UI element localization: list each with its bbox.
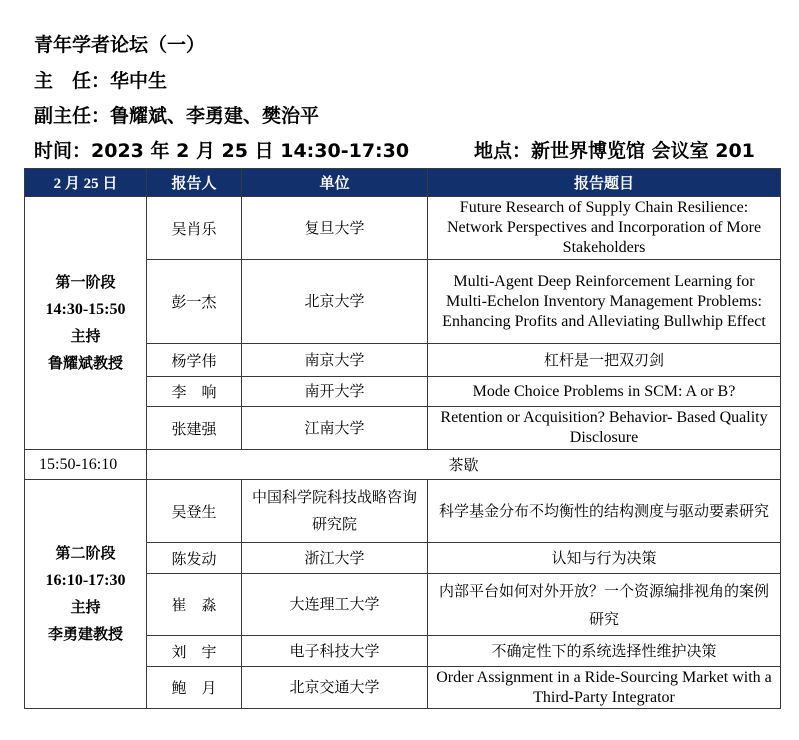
forum-title: 青年学者论坛（一） — [34, 34, 206, 56]
speaker-unit: 浙江大学 — [242, 543, 428, 574]
chair-line: 主 任：华中生 — [34, 70, 168, 92]
speaker-name: 崔 淼 — [147, 574, 242, 636]
session1-host: 鲁耀斌教授 — [47, 354, 123, 372]
column-header-speaker: 报告人 — [147, 169, 242, 197]
speaker-name: 张建强 — [147, 407, 242, 450]
speaker-unit: 南开大学 — [242, 377, 428, 407]
session1-label: 第一阶段 — [55, 273, 116, 291]
column-header-date: 2 月 25 日 — [25, 169, 147, 197]
schedule-table — [24, 168, 781, 709]
speaker-name: 吴登生 — [147, 480, 242, 543]
speaker-unit: 电子科技大学 — [242, 636, 428, 667]
session2-time: 16:10-17:30 — [45, 572, 126, 589]
speaker-name: 李 响 — [147, 377, 242, 407]
session1-time: 14:30-15:50 — [45, 301, 126, 318]
speaker-unit: 北京大学 — [242, 260, 428, 344]
session1-host-label: 主持 — [70, 327, 101, 345]
speaker-name: 彭一杰 — [147, 260, 242, 344]
speaker-name: 鲍 月 — [147, 667, 242, 709]
talk-title: Mode Choice Problems in SCM: A or B? — [428, 377, 781, 407]
break-row — [25, 450, 781, 480]
talk-title: Multi-Agent Deep Reinforcement Learning for Multi-Echelon Inventory Management Problems: Enhancing Profits and Alleviating Bullwhip Effect — [428, 260, 781, 344]
speaker-unit: 江南大学 — [242, 407, 428, 450]
table-row — [25, 480, 781, 543]
speaker-unit: 大连理工大学 — [242, 574, 428, 636]
talk-title: Order Assignment in a Ride-Sourcing Market with a Third-Party Integrator — [428, 667, 781, 709]
break-label: 茶歇 — [147, 450, 781, 480]
session2-cell — [25, 480, 147, 709]
speaker-unit: 复旦大学 — [242, 197, 428, 260]
session2-label: 第二阶段 — [55, 544, 116, 562]
table-header-row — [25, 169, 781, 197]
session2-host: 李勇建教授 — [47, 625, 123, 643]
vice-chairs-line: 副主任：鲁耀斌、李勇建、樊治平 — [34, 105, 320, 127]
speaker-name: 刘 宇 — [147, 636, 242, 667]
talk-title: 杠杆是一把双刃剑 — [428, 344, 781, 377]
speaker-unit: 北京交通大学 — [242, 667, 428, 709]
speaker-name: 吴肖乐 — [147, 197, 242, 260]
speaker-name: 杨学伟 — [147, 344, 242, 377]
break-time: 15:50-16:10 — [25, 450, 147, 480]
speaker-unit: 中国科学院科技战略咨询研究院 — [242, 480, 428, 543]
table-row — [25, 197, 781, 260]
speaker-unit: 南京大学 — [242, 344, 428, 377]
talk-title: 内部平台如何对外开放？一个资源编排视角的案例研究 — [428, 574, 781, 636]
talk-title: Future Research of Supply Chain Resilience: Network Perspectives and Incorporation of More Stakeholders — [428, 197, 781, 260]
column-header-unit: 单位 — [242, 169, 428, 197]
time-line: 时间：2023 年 2 月 25 日 14:30-17:30 — [34, 140, 410, 162]
speaker-name: 陈发动 — [147, 543, 242, 574]
talk-title: Retention or Acquisition? Behavior- Based Quality Disclosure — [428, 407, 781, 450]
session1-cell — [25, 197, 147, 450]
talk-title: 科学基金分布不均衡性的结构测度与驱动要素研究 — [428, 480, 781, 543]
column-header-topic: 报告题目 — [428, 169, 781, 197]
session2-host-label: 主持 — [70, 598, 101, 616]
talk-title: 认知与行为决策 — [428, 543, 781, 574]
location-line: 地点：新世界博览馆 会议室 201 — [474, 140, 755, 162]
talk-title: 不确定性下的系统选择性维护决策 — [428, 636, 781, 667]
